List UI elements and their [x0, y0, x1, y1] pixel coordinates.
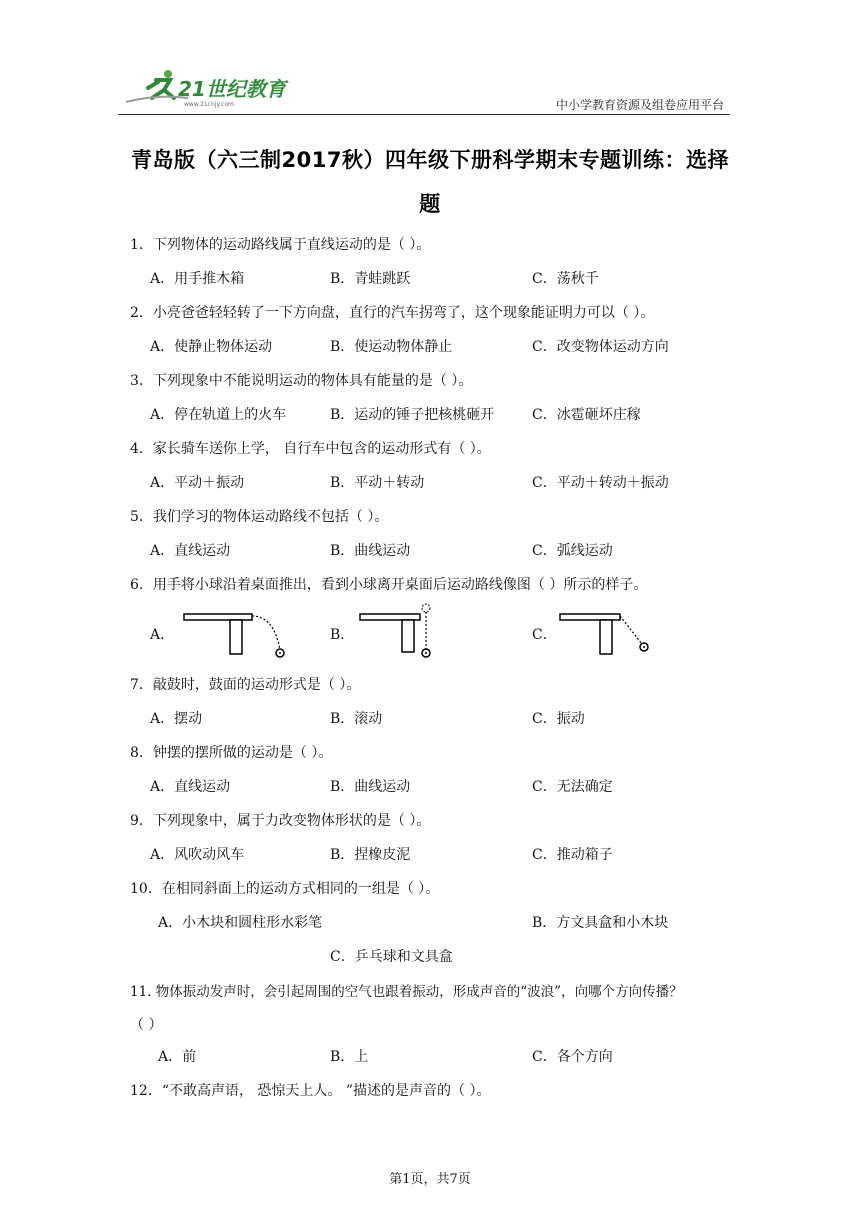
q8-option-c: C．无法确定	[532, 779, 613, 795]
question-4: 4．家长骑车送你上学， 自行车中包含的运动形式有（ ）。	[130, 441, 491, 457]
header-rule	[118, 114, 730, 115]
logo-url: www.21cnjy.com	[184, 101, 234, 108]
question-11: 11. 物体振动发声时，会引起周围的空气也跟着振动，形成声音的“波浪”，向哪个方向传播？	[130, 984, 683, 1000]
q4-option-b: B．平动＋转动	[330, 475, 425, 491]
q4-option-c: C．平动＋转动＋振动	[532, 475, 669, 491]
question-10: 10．在相同斜面上的运动方式相同的一组是（ ）。	[130, 881, 440, 897]
q2-option-b: B．使运动物体静止	[330, 339, 453, 355]
q6-figure-b	[358, 602, 438, 660]
q6-option-c: C．	[532, 627, 557, 643]
q11-option-b: B．上	[330, 1049, 369, 1065]
q1-option-b: B．青蛙跳跃	[330, 271, 411, 287]
q10-option-c: C．乒乓球和文具盒	[330, 949, 453, 965]
q8-option-b: B．曲线运动	[330, 779, 411, 795]
q3-option-a: A．停在轨道上的火车	[150, 407, 287, 423]
page-title-cont: 题	[419, 192, 441, 216]
page-header	[118, 60, 730, 120]
q10-option-a: A．小木块和圆柱形水彩笔	[158, 915, 323, 931]
q5-option-b: B．曲线运动	[330, 543, 411, 559]
q6-option-b: B．	[330, 627, 355, 643]
q10-option-b: B．方文具盒和小木块	[532, 915, 669, 931]
page-title: 青岛版（六三制2017秋）四年级下册科学期末专题训练：选择	[131, 148, 729, 172]
question-8: 8．钟摆的摆所做的运动是（ ）。	[130, 745, 333, 761]
question-6: 6．用手将小球沿着桌面推出，看到小球离开桌面后运动路线像图（ ）所示的样子。	[130, 577, 648, 593]
question-2: 2．小亮爸爸轻轻转了一下方向盘，直行的汽车拐弯了，这个现象能证明力可以（ ）。	[130, 305, 655, 321]
logo	[118, 68, 293, 108]
q6-option-a: A．	[150, 627, 175, 643]
page-number: 第1页，共7页	[389, 1172, 471, 1187]
q11-option-a: A．前	[158, 1049, 197, 1065]
question-12: 12．“不敢高声语， 恐惊天上人。 ”描述的是声音的（ ）。	[130, 1083, 491, 1099]
question-11-cont: （ ）	[130, 1017, 163, 1033]
q9-option-c: C．推动箱子	[532, 847, 613, 863]
q11-option-c: C．各个方向	[532, 1049, 613, 1065]
q6-figure-c	[558, 606, 654, 660]
q7-option-a: A．摆动	[150, 711, 203, 727]
q5-option-a: A．直线运动	[150, 543, 231, 559]
q4-option-a: A．平动＋振动	[150, 475, 245, 491]
q3-option-b: B．运动的锤子把核桃砸开	[330, 407, 495, 423]
q9-option-b: B．捏橡皮泥	[330, 847, 411, 863]
q2-option-a: A．使静止物体运动	[150, 339, 273, 355]
question-5: 5．我们学习的物体运动路线不包括（ ）。	[130, 509, 389, 525]
q1-option-c: C．荡秋千	[532, 271, 599, 287]
q8-option-a: A．直线运动	[150, 779, 231, 795]
platform-name: 中小学教育资源及组卷应用平台	[555, 98, 724, 112]
question-9: 9．下列现象中，属于力改变物体形状的是（ ）。	[130, 813, 431, 829]
question-3: 3．下列现象中不能说明运动的物体具有能量的是（ ）。	[130, 373, 473, 389]
question-7: 7．敲鼓时，鼓面的运动形式是（ ）。	[130, 677, 361, 693]
q7-option-b: B．滚动	[330, 711, 383, 727]
q1-option-a: A．用手推木箱	[150, 271, 245, 287]
q5-option-c: C．弧线运动	[532, 543, 613, 559]
logo-text: 21世纪教育	[178, 77, 286, 101]
question-1: 1．下列物体的运动路线属于直线运动的是（ ）。	[130, 237, 431, 253]
q6-figure-a	[182, 606, 292, 660]
q2-option-c: C．改变物体运动方向	[532, 339, 669, 355]
q3-option-c: C．冰雹砸坏庄稼	[532, 407, 641, 423]
q7-option-c: C．振动	[532, 711, 585, 727]
q9-option-a: A．风吹动风车	[150, 847, 245, 863]
